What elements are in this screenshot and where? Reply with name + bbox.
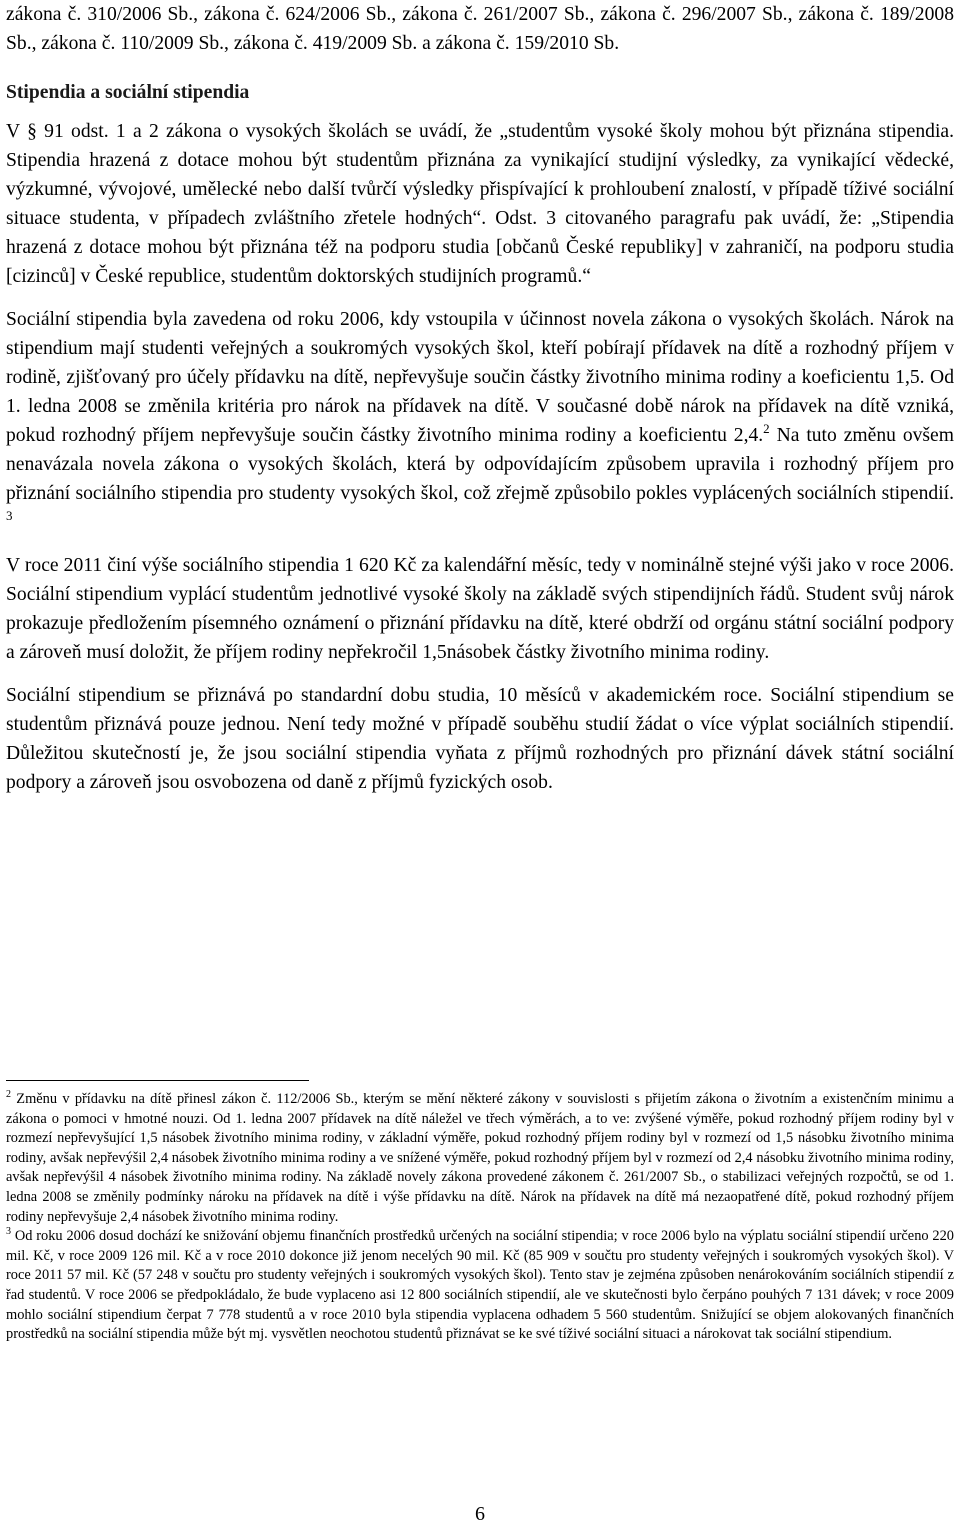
section-heading: Stipendia a sociální stipendia [6, 82, 250, 103]
footnote-ref-3[interactable]: 3 [6, 508, 13, 523]
document-page [6, 0, 954, 1343]
footnote-separator [6, 1080, 309, 1081]
main-text [6, 0, 954, 797]
footnote-3 [6, 1227, 954, 1345]
footnotes [6, 1090, 954, 1345]
paragraph-stipendium-amount: V roce 2011 činí výše sociálního stipendia 1 620 Kč za kalendářní měsíc, tedy v nominálně stejné výši jako v roce 2006. Sociální stipendium vyplácí studentům jednotlivé vysoké školy na základě svých stipendijních řádů. Student svůj nárok prokazuje předložením písemného oznámení o přiznání přídavku na dítě, které obdrží od orgánu státní sociální podpory a zároveň musí doložit, že příjem rodiny nepřekročil 1,5násobek částky životního minima rodiny. [6, 555, 954, 663]
footnote-ref-2[interactable]: 2 [763, 421, 770, 436]
footnote-text: Od roku 2006 dosud dochází ke snižování objemu finančních prostředků určených na sociální stipendia; v roce 2006 bylo na výplatu sociální stipendií určeno 220 mil. Kč, v roce 2009 126 mil. Kč a v roce 2010 dokonce již jenom necelých 90 mil. Kč (85 909 v součtu pro studenty veřejných i soukromých vysokých škol). V roce 2011 57 mil. Kč (57 248 v součtu pro studenty veřejných i soukromých vysokých škol). Tento stav je zejména způsoben nenárokováním sociálních stipendií z řad studentů. V roce 2006 se předpokládalo, že bude vyplaceno asi 12 800 sociálních stipendií, ale ve skutečnosti bylo čerpáno pouhých 7 131 dávek; v roce 2009 mohlo sociální stipendium čerpat 7 778 studentů a v roce 2010 byla stipendia vyplacena odhadem 5 560 studentům. Snižující se objem alokovaných finančních prostředků na sociální stipendia může být mj. vysvětlen neochotou studentů přiznávat se ke své tíživé sociální situaci a nárokovat tak sociální stipendium. [6, 1228, 954, 1343]
paragraph-stipendium-duration: Sociální stipendium se přiznává po standardní dobu studia, 10 měsíců v akademickém roce. Sociální stipendium se studentům přiznává pouze jednou. Není tedy možné v případě souběhu studií žádat o více výplat sociálních stipendií. Důležitou skutečností je, že jsou sociální stipendia vyňata z příjmů rozhodných pro přiznání dávek státní sociální podpory a zároveň jsou osvobozena od daně z příjmů fyzických osob. [6, 685, 954, 793]
footnote-number: 3 [6, 1226, 11, 1238]
paragraph-social-stipendia [6, 305, 954, 537]
paragraph-text: Na tuto změnu ovšem nenavázala novela zákona o vysokých školách, která by odpovídajícím způsobem upravila i rozhodný příjem pro přiznání sociálního stipendia pro studenty vysokých škol, což zřejmě způsobilo pokles vyplácených sociálních stipendií. [6, 425, 954, 504]
intro-paragraph: zákona č. 310/2006 Sb., zákona č. 624/2006 Sb., zákona č. 261/2007 Sb., zákona č. 296/2007 Sb., zákona č. 189/2008 Sb., zákona č. 110/2009 Sb., zákona č. 419/2009 Sb. a zákona č. 159/2010 Sb. [6, 4, 954, 54]
footnote-number: 2 [6, 1089, 11, 1100]
footnote-text: Změnu v přídavku na dítě přinesl zákon č. 112/2006 Sb., kterým se mění některé zákony v souvislosti s přijetím zákona o životním a existenčním minimu a zákona o pomoci v hmotné nouzi. Od 1. ledna 2007 přídavek na dítě náležel ve třech výměrách, a to ve: zvýšené výměře, pokud rozhodný příjem rodiny byl v rozmezí nepřevyšující 1,5 násobek životního minima rodiny, v základní výměře, pokud rozhodný příjem rodiny byl v rozmezí od 1,5 násobku životního minima rodiny, avšak nepřevýšil 2,4 násobek životního minima rodiny a ve snížené výměře, pokud rozhodný příjem byl v rozmezí od 2,4 násobku životního minima rodiny, avšak nepřevýšil 4 násobek životního minima rodiny. Na základě novely zákona provedené zákonem č. 261/2007 Sb., o stabilizaci veřejných rozpočtů, se od 1. ledna 2008 se změnily podmínky nároku na přídavek na dítě i výše přídavku na dítě. Nárok na přídavek na dítě má nezaopatřené dítě, pokud rozhodný příjem rodiny nepřevyšuje 2,4 násobek životního minima rodiny. [6, 1091, 954, 1225]
footnote-2 [6, 1090, 954, 1227]
page-number: 6 [475, 1503, 485, 1525]
paragraph-text: Sociální stipendia byla zavedena od roku 2006, kdy vstoupila v účinnost novela zákona o vysokých školách. Nárok na stipendium mají studenti veřejných a soukromých vysokých škol, kteří pobírají přídavek na dítě a rozhodný příjem v rodině, zjišťovaný pro účely přídavku na dítě, nepřevyšuje součin částky životního minima rodiny a koeficientu 1,5. Od 1. ledna 2008 se změnila kritéria pro nárok na přídavek na dítě. V současné době nárok na přídavek na dítě vzniká, pokud rozhodný příjem nepřevyšuje součin částky životního minima rodiny a koeficientu 2,4. [6, 309, 954, 446]
paragraph-stipendia-definition: V § 91 odst. 1 a 2 zákona o vysokých školách se uvádí, že „studentům vysoké školy mohou být přiznána stipendia. Stipendia hrazená z dotace mohou být studentům přiznána za vynikající studijní výsledky, za vynikající vědecké, výzkumné, vývojové, umělecké nebo další tvůrčí výsledky přispívající k prohloubení znalostí, v případě tíživé sociální situace studenta, v případech zvláštního zřetele hodných“. Odst. 3 citovaného paragrafu pak uvádí, že: „Stipendia hrazená z dotace mohou být přiznána též na podporu studia [občanů České republiky] v zahraničí, na podporu studia [cizinců] v České republice, studentům doktorských studijních programů.“ [6, 121, 954, 287]
